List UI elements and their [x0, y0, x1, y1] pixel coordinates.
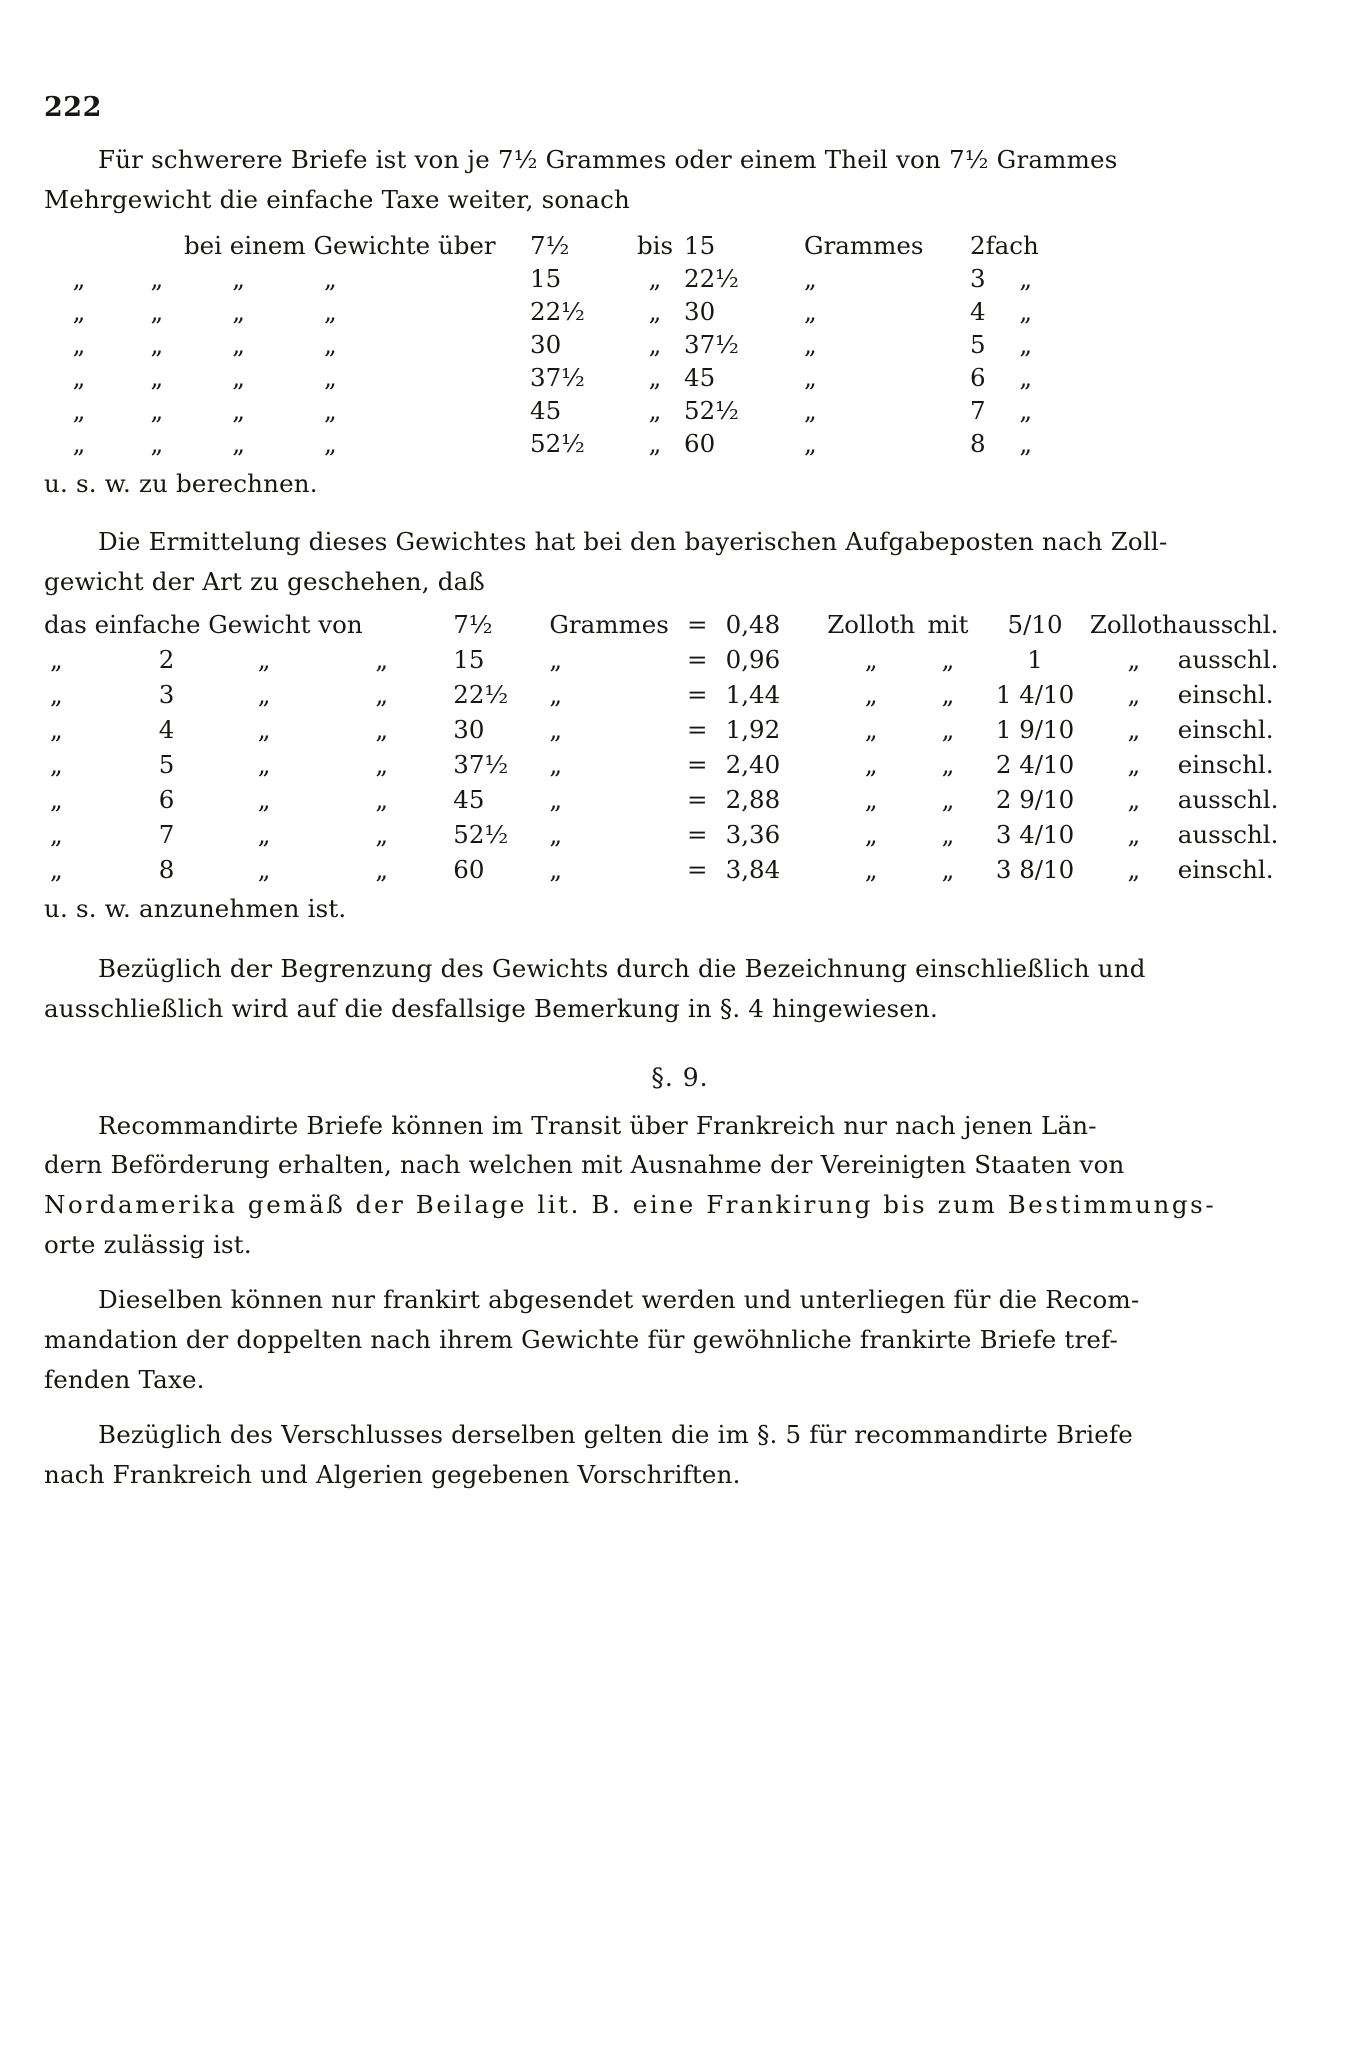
zolloth-header-frac: 5/10: [1007, 610, 1063, 640]
zolloth-value: 1,44: [725, 680, 781, 710]
zolloth-grammes: 22½: [453, 680, 509, 710]
zolloth-incl: einschl.: [1177, 680, 1274, 710]
zolloth-value: 0,96: [725, 645, 781, 675]
zolloth-header-unit: Grammes: [549, 610, 669, 640]
zolloth-ditto-2: „: [257, 645, 271, 675]
paragraph-begrenzung-line1: Bezüglich der Begrenzung des Gewichts durch die Bezeichnung einschließlich und: [98, 954, 1146, 984]
zolloth-ditto-4: „: [549, 820, 563, 850]
weights-to: 22½: [684, 264, 739, 294]
zolloth-table: [44, 607, 1316, 887]
weights-multiplier-ditto: „: [1019, 297, 1033, 327]
zolloth-eq: =: [686, 785, 708, 815]
zolloth-grammes: 30: [453, 715, 485, 745]
table-row: [44, 817, 1316, 852]
zolloth-ditto-2: „: [257, 750, 271, 780]
zolloth-n: 4: [158, 715, 175, 745]
ditto-4: „: [324, 396, 337, 426]
weights-table: [44, 229, 1080, 460]
weights-from: 22½: [530, 297, 585, 327]
paragraph-verschluss-line1: Bezüglich des Verschlusses derselben gelten die im §. 5 für recommandirte Briefe: [98, 1420, 1133, 1450]
zolloth-ditto-3: „: [375, 680, 389, 710]
table-row: [44, 262, 1080, 295]
zolloth-frac: 3 4/10: [995, 820, 1075, 850]
table-row: [44, 427, 1080, 460]
page-number: 222: [44, 92, 102, 123]
paragraph-dieselben: [44, 1280, 1316, 1399]
weights-multiplier: [970, 427, 1080, 460]
weights-multiplier-ditto: „: [1019, 396, 1033, 426]
paragraph-verschluss: [44, 1415, 1316, 1494]
zolloth-eq: =: [686, 820, 708, 850]
ditto-3: „: [232, 429, 245, 459]
table-row: [44, 677, 1316, 712]
zolloth-ditto-2: „: [257, 820, 271, 850]
weights-multiplier-value: 5: [970, 330, 986, 360]
zolloth-ditto-4: „: [549, 645, 563, 675]
zolloth-ditto-4: „: [549, 680, 563, 710]
zolloth-ditto-3: „: [375, 820, 389, 850]
zolloth-ditto-5: „: [864, 645, 878, 675]
weights-from: 45: [530, 396, 562, 426]
zolloth-ditto-5: „: [864, 750, 878, 780]
zolloth-ditto-2: „: [257, 785, 271, 815]
zolloth-ditto-7: „: [1127, 680, 1141, 710]
paragraph-recommandirte-line4: orte zulässig ist.: [44, 1229, 252, 1259]
paragraph-begrenzung-line2: ausschließlich wird auf die desfallsige Bemerkung in §. 4 hingewiesen.: [44, 993, 938, 1023]
zolloth-ditto-6: „: [941, 820, 955, 850]
weights-unit: „: [804, 363, 817, 393]
ditto-3: „: [232, 264, 245, 294]
zolloth-frac: 3 8/10: [995, 855, 1075, 885]
zolloth-ditto-5: „: [864, 680, 878, 710]
zolloth-frac: 2 9/10: [995, 785, 1075, 815]
ditto-1: „: [72, 330, 86, 360]
weights-unit: „: [804, 330, 817, 360]
ditto-1: „: [72, 429, 86, 459]
zolloth-ditto-7: „: [1127, 715, 1141, 745]
zolloth-ditto-5: „: [864, 820, 878, 850]
zolloth-ditto-7: „: [1127, 750, 1141, 780]
weights-bis: „: [648, 429, 662, 459]
weights-header-multiplier: 2fach: [970, 231, 1039, 261]
paragraph-dieselben-line1: Dieselben können nur frankirt abgesendet werden und unterliegen für die Recom-: [98, 1285, 1140, 1315]
zolloth-ditto-4: „: [549, 855, 563, 885]
zolloth-ditto-6: „: [941, 645, 955, 675]
table-row: [44, 394, 1080, 427]
weights-header-bis: bis: [636, 231, 674, 261]
zolloth-frac: 1 9/10: [995, 715, 1075, 745]
zolloth-frac: 1 4/10: [995, 680, 1075, 710]
ditto-1: „: [72, 297, 86, 327]
table-row: [44, 295, 1080, 328]
weights-multiplier: [970, 295, 1080, 328]
weights-to: 52½: [684, 396, 739, 426]
weights-multiplier-value: 8: [970, 429, 986, 459]
weights-multiplier-value: 7: [970, 396, 986, 426]
zolloth-ditto-3: „: [375, 855, 389, 885]
zolloth-ditto-7: „: [1127, 855, 1141, 885]
weights-multiplier-value: 4: [970, 297, 986, 327]
zolloth-grammes: 52½: [453, 820, 509, 850]
zolloth-n: 7: [158, 820, 175, 850]
weights-from: 15: [530, 264, 562, 294]
weights-to: 45: [684, 363, 716, 393]
weights-from: 52½: [530, 429, 585, 459]
zolloth-incl: einschl.: [1177, 715, 1274, 745]
zolloth-n: 6: [158, 785, 175, 815]
zolloth-frac: 1: [1027, 645, 1043, 675]
zolloth-ditto-1: „: [50, 785, 63, 815]
zolloth-ditto-7: „: [1127, 820, 1141, 850]
weights-header-from: 7½: [530, 231, 570, 261]
paragraph-dieselben-line2: mandation der doppelten nach ihrem Gewichte für gewöhnliche frankirte Briefe tref-: [44, 1324, 1118, 1354]
weights-ditto-group: [44, 262, 514, 295]
zolloth-ditto-1: „: [50, 820, 63, 850]
zolloth-value: 3,84: [725, 855, 781, 885]
zolloth-ditto-7: „: [1127, 645, 1141, 675]
paragraph-dieselben-line3: fenden Taxe.: [44, 1364, 205, 1394]
zolloth-grammes: 45: [453, 785, 485, 815]
zolloth-frac: 2 4/10: [995, 750, 1075, 780]
zolloth-header-eq: =: [686, 610, 708, 640]
weights-multiplier-ditto: „: [1019, 363, 1033, 393]
weights-multiplier: [970, 328, 1080, 361]
zolloth-ditto-2: „: [257, 855, 271, 885]
weights-unit: „: [804, 264, 817, 294]
paragraph-recommandirte-line1: Recommandirte Briefe können im Transit über Frankreich nur nach jenen Län-: [98, 1110, 1097, 1140]
weights-from: 37½: [530, 363, 585, 393]
zolloth-n: 2: [158, 645, 175, 675]
zolloth-value: 3,36: [725, 820, 781, 850]
paragraph-intro: [44, 140, 1316, 219]
paragraph-ermittelung: [44, 522, 1316, 601]
ditto-3: „: [232, 330, 245, 360]
zolloth-header-incl: ausschl.: [1177, 610, 1279, 640]
zolloth-ditto-6: „: [941, 750, 955, 780]
zolloth-eq: =: [686, 645, 708, 675]
weights-bis: „: [648, 363, 662, 393]
zolloth-value: 2,88: [725, 785, 781, 815]
zolloth-ditto-3: „: [375, 785, 389, 815]
ditto-1: „: [72, 264, 86, 294]
zolloth-grammes: 37½: [453, 750, 509, 780]
weights-header-lead: bei einem Gewichte über: [184, 231, 496, 261]
weights-multiplier-value: 6: [970, 363, 986, 393]
ditto-2: „: [150, 297, 164, 327]
ditto-2: „: [150, 264, 164, 294]
weights-bis: „: [648, 297, 662, 327]
weights-multiplier-ditto: „: [1019, 330, 1033, 360]
zolloth-header-zolloth: Zolloth: [827, 610, 916, 640]
weights-ditto-group: [44, 427, 514, 460]
paragraph-after-zolloth-table: u. s. w. anzunehmen ist.: [44, 894, 347, 924]
zolloth-eq: =: [686, 855, 708, 885]
zolloth-value: 1,92: [725, 715, 781, 745]
zolloth-ditto-1: „: [50, 715, 63, 745]
weights-to: 60: [684, 429, 716, 459]
weights-ditto-group: [44, 361, 514, 394]
paragraph-verschluss-line2: nach Frankreich und Algerien gegebenen Vorschriften.: [44, 1460, 741, 1489]
zolloth-incl: ausschl.: [1177, 820, 1279, 850]
zolloth-header-mit: mit: [927, 610, 969, 640]
paragraph-ermittelung-line1: Die Ermittelung dieses Gewichtes hat bei den bayerischen Aufgabeposten nach Zoll-: [98, 527, 1168, 557]
zolloth-header-lead: das einfache Gewicht von: [44, 610, 363, 640]
ditto-4: „: [324, 297, 337, 327]
table-row: [44, 712, 1316, 747]
zolloth-table-header-row: [44, 607, 1316, 642]
zolloth-value: 2,40: [725, 750, 781, 780]
zolloth-ditto-1: „: [50, 645, 63, 675]
ditto-2: „: [150, 363, 164, 393]
ditto-2: „: [150, 330, 164, 360]
weights-multiplier: [970, 262, 1080, 295]
ditto-2: „: [150, 396, 164, 426]
zolloth-ditto-1: „: [50, 750, 63, 780]
paragraph-bezuglich-begrenzung: [44, 949, 1316, 1028]
zolloth-header-zolloth2: Zolloth: [1089, 610, 1178, 640]
zolloth-ditto-6: „: [941, 785, 955, 815]
ditto-3: „: [232, 396, 245, 426]
paragraph-intro-line2: Mehrgewicht die einfache Taxe weiter, sonach: [44, 184, 630, 214]
ditto-1: „: [72, 363, 86, 393]
weights-ditto-group: [44, 295, 514, 328]
weights-multiplier: [970, 394, 1080, 427]
zolloth-ditto-5: „: [864, 785, 878, 815]
zolloth-eq: =: [686, 715, 708, 745]
ditto-4: „: [324, 363, 337, 393]
zolloth-n: 8: [158, 855, 175, 885]
zolloth-ditto-4: „: [549, 750, 563, 780]
zolloth-ditto-1: „: [50, 680, 63, 710]
weights-unit: „: [804, 396, 817, 426]
page-content: [44, 140, 1316, 1501]
weights-table-header-row: [44, 229, 1080, 262]
table-row: [44, 642, 1316, 677]
weights-multiplier-value: 3: [970, 264, 986, 294]
table-row: [44, 328, 1080, 361]
ditto-4: „: [324, 264, 337, 294]
weights-multiplier: [970, 361, 1080, 394]
zolloth-ditto-5: „: [864, 855, 878, 885]
zolloth-ditto-3: „: [375, 715, 389, 745]
weights-ditto-group: [44, 394, 514, 427]
weights-to: 30: [684, 297, 716, 327]
ditto-3: „: [232, 297, 245, 327]
table-row: [44, 782, 1316, 817]
ditto-3: „: [232, 363, 245, 393]
weights-bis: „: [648, 330, 662, 360]
zolloth-ditto-3: „: [375, 750, 389, 780]
zolloth-eq: =: [686, 750, 708, 780]
table-row: [44, 747, 1316, 782]
zolloth-ditto-4: „: [549, 785, 563, 815]
paragraph-ermittelung-line2: gewicht der Art zu geschehen, daß: [44, 566, 485, 596]
zolloth-grammes: 60: [453, 855, 485, 885]
weights-unit: „: [804, 297, 817, 327]
weights-multiplier-ditto: „: [1019, 429, 1033, 459]
zolloth-ditto-2: „: [257, 715, 271, 745]
zolloth-incl: einschl.: [1177, 750, 1274, 780]
weights-ditto-group: [44, 328, 514, 361]
zolloth-ditto-6: „: [941, 715, 955, 745]
zolloth-incl: ausschl.: [1177, 785, 1279, 815]
paragraph-recommandirte-line3: Nordamerika gemäß der Beilage lit. B. eine Frankirung bis zum Bestimmungs-: [44, 1189, 1217, 1219]
weights-multiplier-ditto: „: [1019, 264, 1033, 294]
table-row: [44, 361, 1080, 394]
zolloth-ditto-3: „: [375, 645, 389, 675]
zolloth-header-grammes: 7½: [453, 610, 493, 640]
zolloth-n: 3: [158, 680, 175, 710]
zolloth-ditto-7: „: [1127, 785, 1141, 815]
ditto-1: „: [72, 396, 86, 426]
zolloth-ditto-6: „: [941, 855, 955, 885]
zolloth-header-value: 0,48: [725, 610, 781, 640]
weights-unit: „: [804, 429, 817, 459]
paragraph-recommandirte: [44, 1106, 1316, 1265]
zolloth-ditto-5: „: [864, 715, 878, 745]
zolloth-eq: =: [686, 680, 708, 710]
zolloth-grammes: 15: [453, 645, 485, 675]
ditto-4: „: [324, 330, 337, 360]
weights-bis: „: [648, 264, 662, 294]
weights-from: 30: [530, 330, 562, 360]
zolloth-incl: ausschl.: [1177, 645, 1279, 675]
paragraph-intro-line1: Für schwerere Briefe ist von je 7½ Grammes oder einem Theil von 7½ Grammes: [98, 145, 1118, 174]
zolloth-ditto-4: „: [549, 715, 563, 745]
zolloth-ditto-1: „: [50, 855, 63, 885]
paragraph-after-weights-table: u. s. w. zu berechnen.: [44, 469, 318, 499]
zolloth-ditto-6: „: [941, 680, 955, 710]
weights-bis: „: [648, 396, 662, 426]
table-row: [44, 852, 1316, 887]
weights-header-unit: Grammes: [804, 231, 924, 261]
paragraph-recommandirte-line2: dern Beförderung erhalten, nach welchen mit Ausnahme der Vereinigten Staaten von: [44, 1150, 1125, 1180]
zolloth-ditto-2: „: [257, 680, 271, 710]
weights-to: 37½: [684, 330, 739, 360]
zolloth-incl: einschl.: [1177, 855, 1274, 885]
ditto-2: „: [150, 429, 164, 459]
weights-header-to: 15: [684, 231, 716, 261]
ditto-4: „: [324, 429, 337, 459]
zolloth-n: 5: [158, 750, 175, 780]
section-heading: §. 9.: [651, 1062, 709, 1092]
